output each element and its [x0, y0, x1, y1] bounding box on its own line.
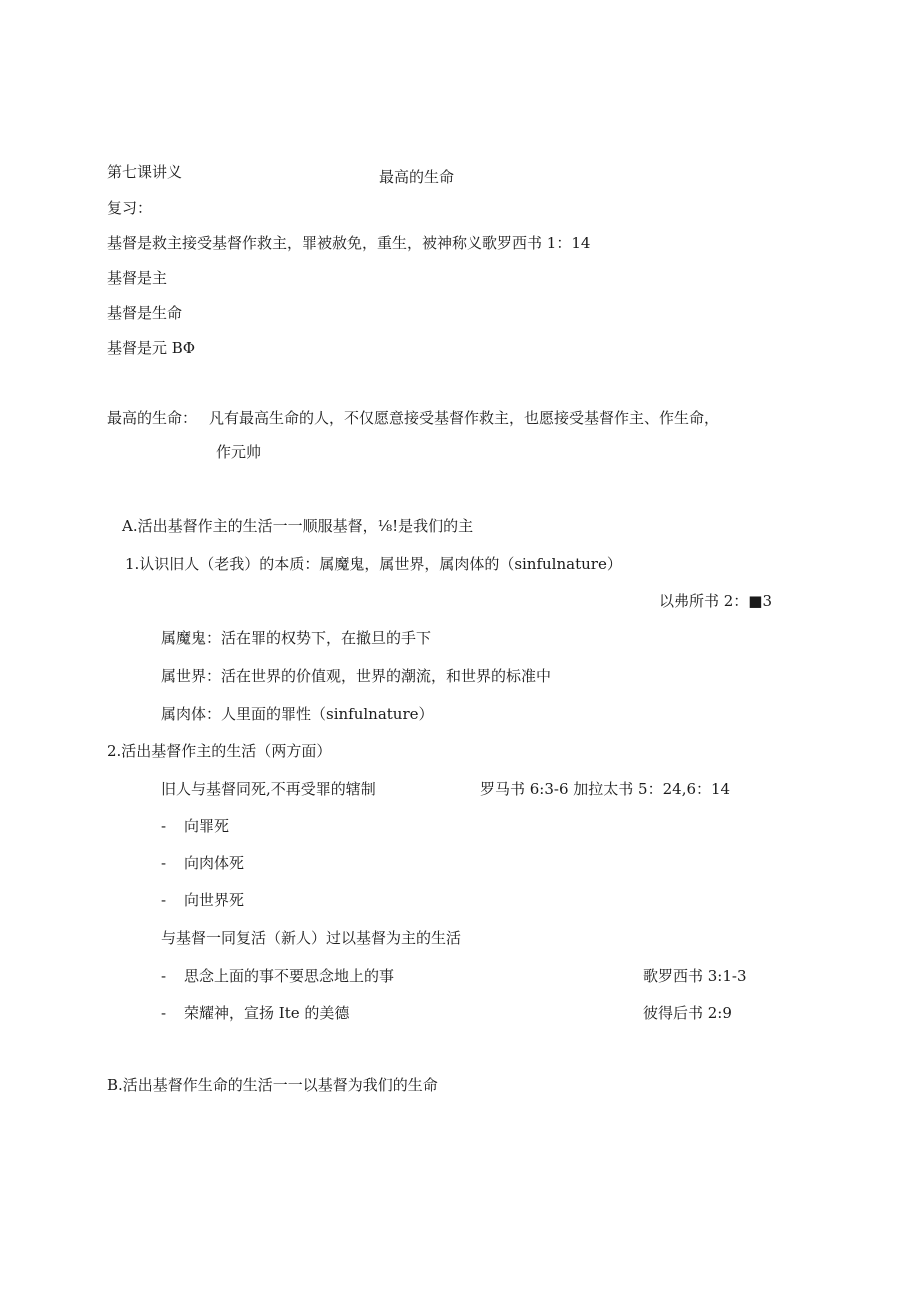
section-b-heading: B.活出基督作生命的生活一一以基督为我们的生命	[107, 1076, 438, 1094]
review-line: 基督是元 BΦ	[107, 339, 196, 357]
section-a-heading: A.活出基督作主的生活一一顺服基督，⅛!是我们的主	[122, 517, 474, 535]
point1-item: 属世界：活在世界的价值观，世界的潮流，和世界的标准中	[161, 667, 552, 685]
life-item: 思念上面的事不要思念地上的事	[184, 967, 395, 985]
definition-text: 凡有最高生命的人，不仅愿意接受基督作救主，也愿接受基督作主、作生命，	[209, 409, 720, 427]
point2-heading: 2.活出基督作主的生活（两方面）	[107, 742, 332, 760]
review-line: 基督是主	[107, 269, 168, 287]
page-title: 最高的生命	[379, 168, 455, 186]
lesson-label: 第七课讲义	[107, 163, 183, 181]
point1-item: 属魔鬼：活在罪的权势下，在撤旦的手下	[161, 629, 432, 647]
review-line: 基督是生命	[107, 304, 183, 322]
bullet-dash: -	[161, 891, 167, 909]
life-item-reference: 歌罗西书 3:1-3	[643, 967, 747, 985]
death-item: 向世界死	[184, 891, 245, 909]
review-line: 基督是救主接受基督作救主，罪被赦免，重生，被神称义歌罗西书 1：14	[107, 234, 591, 252]
old-man-text: 旧人与基督同死,不再受罪的辖制	[161, 780, 376, 798]
definition-continuation: 作元帅	[216, 443, 262, 461]
point1-heading: 1.认识旧人（老我）的本质：属魔鬼，属世界，属肉体的（sinfulnature）	[125, 555, 622, 573]
life-item-reference: 彼得后书 2:9	[643, 1004, 732, 1022]
death-item: 向罪死	[184, 817, 230, 835]
review-label: 复习：	[107, 199, 153, 217]
bullet-dash: -	[161, 1004, 167, 1022]
bullet-dash: -	[161, 967, 167, 985]
old-man-reference: 罗马书 6:3-6 加拉太书 5：24,6：14	[480, 780, 731, 798]
point1-item: 属肉体：人里面的罪性（sinfulnature）	[161, 705, 434, 723]
point1-reference: 以弗所书 2：■3	[659, 592, 773, 610]
death-item: 向肉体死	[184, 854, 245, 872]
bullet-dash: -	[161, 817, 167, 835]
definition-label: 最高的生命：	[107, 409, 198, 427]
new-man-text: 与基督一同复活（新人）过以基督为主的生活	[161, 929, 462, 947]
life-item: 荣耀神，宣扬 Ite 的美德	[184, 1004, 350, 1022]
bullet-dash: -	[161, 854, 167, 872]
